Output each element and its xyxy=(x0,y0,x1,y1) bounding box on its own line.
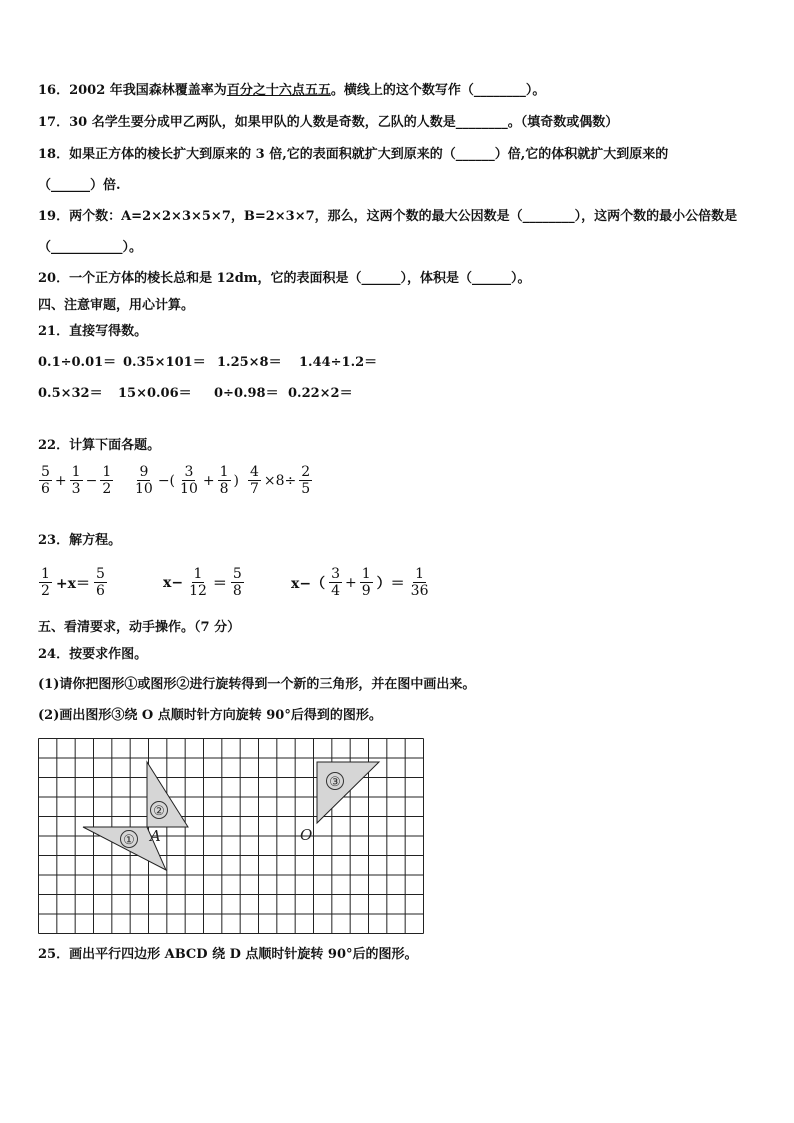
question-24-part-1: (1)请你把图形①或图形②进行旋转得到一个新的三角形，并在图中画出来。 xyxy=(38,677,476,692)
question-23-title: 23．解方程。 xyxy=(38,533,122,548)
fraction: $\frac{2}{5}$ xyxy=(301,464,311,497)
question-24-part-2: (2)画出图形③绕 O 点顺时针方向旋转 90°后得到的图形。 xyxy=(38,708,382,723)
q21-item: 0÷0.98＝ xyxy=(214,386,279,401)
fraction: $\frac{5}{8}$ xyxy=(232,566,242,599)
fraction: $\frac{1}{2}$ xyxy=(41,566,50,599)
shape-3-triangle xyxy=(317,762,379,823)
fraction: $\frac{1}{9}$ xyxy=(361,566,371,599)
question-19-line1: 19．两个数：A=2×2×3×5×7，B=2×3×7，那么，这两个数的最大公因数是（________），这两个数的最小公倍数是 xyxy=(38,209,738,224)
fraction: $\frac{4}{7}$ xyxy=(250,464,259,497)
fraction: $\frac{5}{6}$ xyxy=(96,566,105,599)
fraction: $\frac{5}{6}$ xyxy=(41,464,50,497)
question-21-title: 21．直接写得数。 xyxy=(38,324,148,339)
q16-prefix: 16．2002 年我国森林覆盖率为 xyxy=(38,83,227,98)
point-a-label: A xyxy=(150,827,161,845)
fraction: $\frac{1}{8}$ xyxy=(219,464,229,497)
q21-row-2 xyxy=(38,385,353,403)
fraction: $\frac{3}{10}$ xyxy=(180,464,198,497)
q21-item: 1.44÷1.2＝ xyxy=(299,355,378,370)
q22-expression-2: $\frac{9}{10}$ −( $\frac{3}{10}$ + $\frac{1}{8}$ ) xyxy=(135,464,239,497)
section-4-title: 四、注意审题，用心计算。 xyxy=(38,298,195,313)
grid-svg xyxy=(38,738,424,934)
question-22-title: 22．计算下面各题。 xyxy=(38,438,161,453)
question-19-line2: （___________）。 xyxy=(38,240,143,255)
question-25: 25．画出平行四边形 ABCD 绕 D 点顺时针旋转 90°后的图形。 xyxy=(38,947,418,962)
fraction: $\frac{1}{3}$ xyxy=(71,464,81,497)
q21-row-1 xyxy=(38,354,377,372)
question-16 xyxy=(38,82,545,100)
section-5-title: 五、看清要求，动手操作。（7 分） xyxy=(38,620,241,635)
question-18-line2: （______）倍. xyxy=(38,178,121,193)
fraction: $\frac{1}{12}$ xyxy=(189,566,207,599)
q21-item: 0.1÷0.01＝ xyxy=(38,355,117,370)
svg-text:③: ③ xyxy=(329,775,341,790)
fraction: $\frac{1}{36}$ xyxy=(410,566,429,599)
question-18-line1: 18．如果正方体的棱长扩大到原来的 3 倍,它的表面积就扩大到原来的（______）倍,它的体积就扩大到原来的 xyxy=(38,147,669,162)
svg-text:①: ① xyxy=(123,833,135,848)
q23-equation-2: x− $\frac{1}{12}$ ＝ $\frac{5}{8}$ xyxy=(163,566,242,599)
q21-item: 0.22×2＝ xyxy=(288,386,353,401)
question-24-title: 24．按要求作图。 xyxy=(38,647,148,662)
q21-item: 0.35×101＝ xyxy=(123,355,206,370)
q21-item: 15×0.06＝ xyxy=(118,386,192,401)
q22-expression-3: $\frac{4}{7}$ ×8÷ $\frac{2}{5}$ xyxy=(250,464,311,497)
question-17: 17．30 名学生要分成甲乙两队，如果甲队的人数是奇数，乙队的人数是________。（填奇数或偶数） xyxy=(38,115,619,130)
fraction: $\frac{1}{2}$ xyxy=(102,464,112,497)
q16-underlined-text: 百分之十六点五五 xyxy=(226,83,331,98)
svg-text:②: ② xyxy=(153,804,165,819)
q22-expression-1: $\frac{5}{6}$ + $\frac{1}{3}$ − $\frac{1}{2}$ xyxy=(41,464,112,497)
point-o-label: O xyxy=(300,826,313,844)
q23-equation-3: x−（ $\frac{3}{4}$ + $\frac{1}{9}$ ）＝ $\frac{1}{36}$ xyxy=(291,566,429,599)
question-20: 20．一个正方体的棱长总和是 12dm，它的表面积是（______），体积是（______）。 xyxy=(38,271,531,286)
q23-equation-1: $\frac{1}{2}$ +x＝ $\frac{5}{6}$ xyxy=(41,566,105,599)
fraction: $\frac{3}{4}$ xyxy=(331,566,340,599)
q21-item: 0.5×32＝ xyxy=(38,386,103,401)
q21-item: 1.25×8＝ xyxy=(217,355,282,370)
fraction: $\frac{9}{10}$ xyxy=(135,464,153,497)
q24-grid-figure xyxy=(38,738,424,938)
q16-suffix: 。横线上的这个数写作（________）。 xyxy=(330,83,546,98)
